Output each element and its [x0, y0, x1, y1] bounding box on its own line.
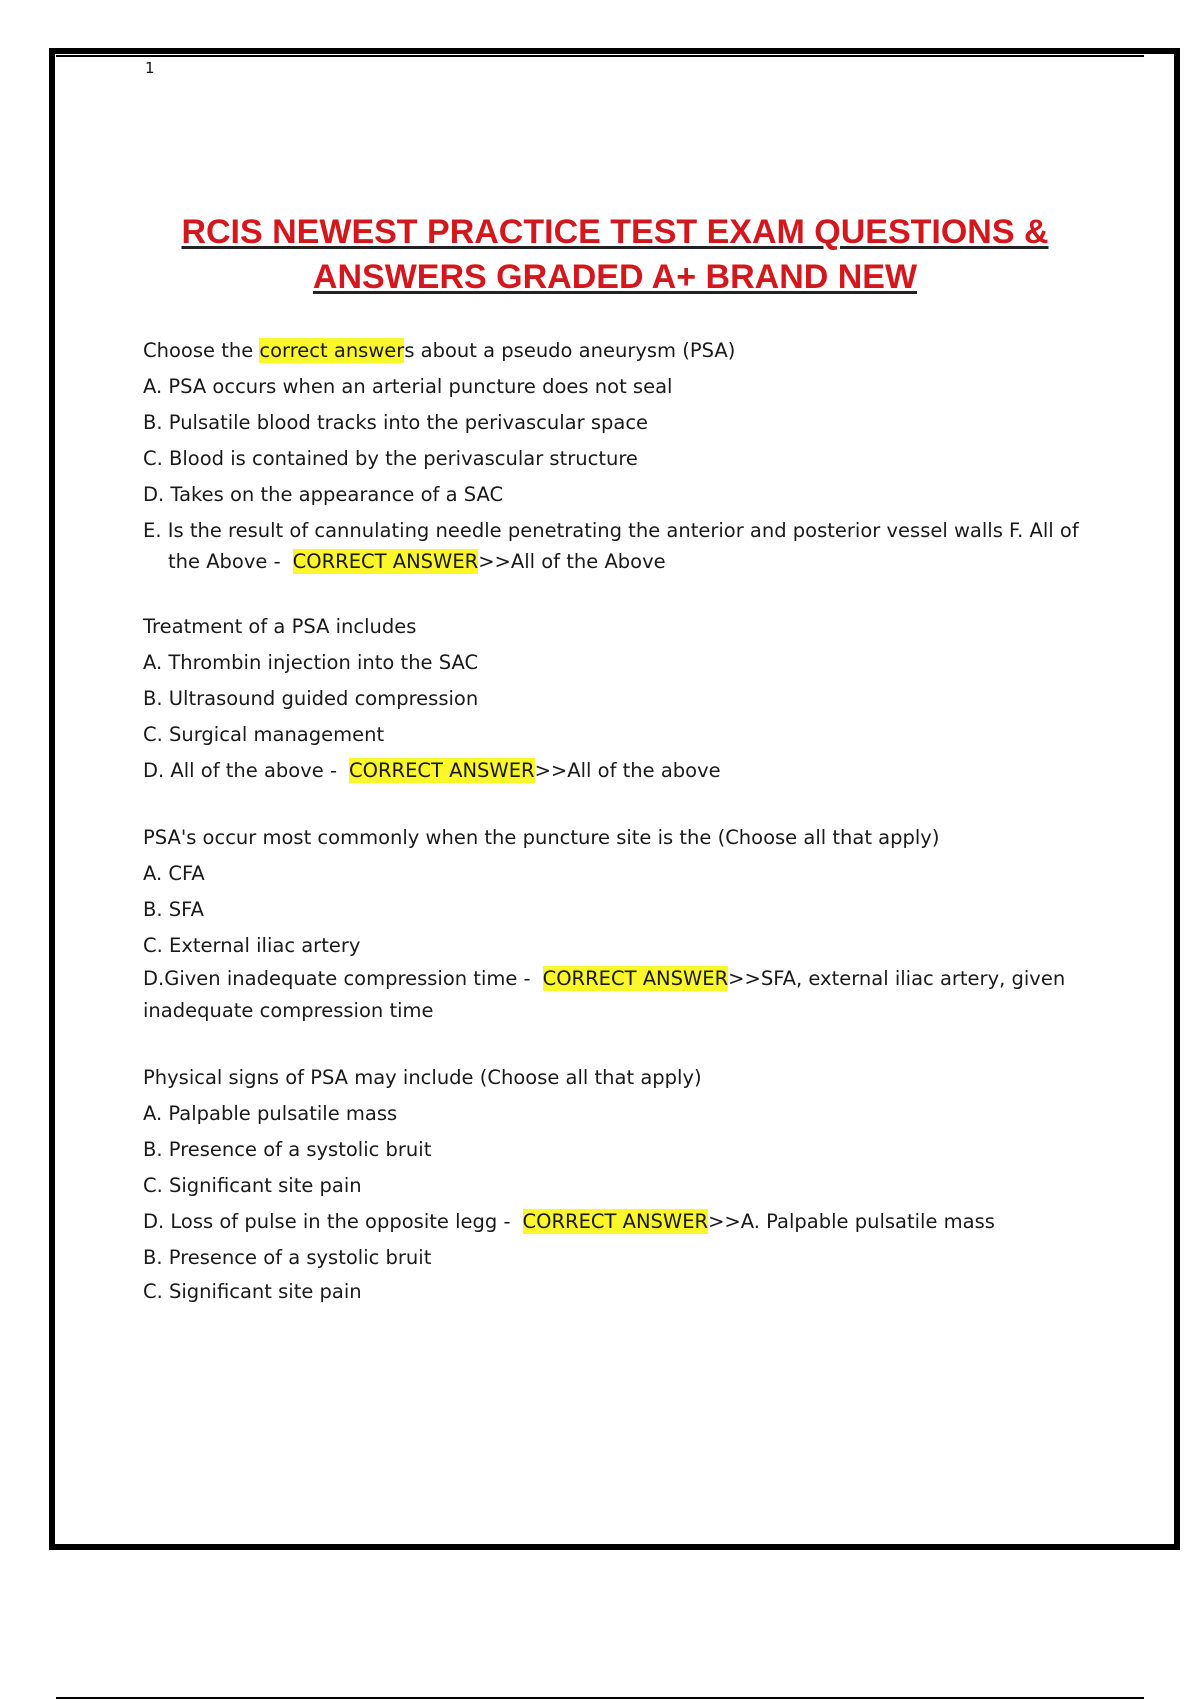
question-3-answer: D.Given inadequate compression time - CORRECT ANSWER>>SFA, external iliac artery, given	[143, 967, 1066, 990]
question-4-option-c: C. Significant site pain	[143, 1174, 362, 1197]
document-title	[100, 210, 1130, 300]
question-4-option-b: B. Presence of a systolic bruit	[143, 1138, 432, 1161]
title-line-2: ANSWERS GRADED A+ BRAND NEW	[312, 258, 918, 296]
question-2-answer: D. All of the above - CORRECT ANSWER>>All of the above	[143, 759, 721, 782]
question-1-option-b: B. Pulsatile blood tracks into the perivascular space	[143, 411, 649, 434]
question-4-option-a: A. Palpable pulsatile mass	[143, 1102, 398, 1125]
question-4-answer: D. Loss of pulse in the opposite legg - CORRECT ANSWER>>A. Palpable pulsatile mass	[143, 1210, 995, 1233]
question-1-option-e: E. Is the result of cannulating needle penetrating the anterior and posterior vessel walls F. All of	[143, 519, 1079, 542]
question-2-option-b: B. Ultrasound guided compression	[143, 687, 479, 710]
question-2-option-a: A. Thrombin injection into the SAC	[143, 651, 479, 674]
question-4-extra-c: C. Significant site pain	[143, 1280, 362, 1303]
question-3-answer-continued: inadequate compression time	[143, 999, 434, 1022]
title-line-1: RCIS NEWEST PRACTICE TEST EXAM QUESTIONS &	[181, 213, 1049, 251]
question-3-option-c: C. External iliac artery	[143, 934, 361, 957]
question-1-option-a: A. PSA occurs when an arterial puncture does not seal	[143, 375, 673, 398]
page-number: 1	[145, 59, 155, 77]
correct-answer-label: CORRECT ANSWER	[292, 550, 479, 573]
question-4-extra-b: B. Presence of a systolic bruit	[143, 1246, 432, 1269]
correct-answer-label: CORRECT ANSWER	[349, 759, 535, 782]
question-1-option-d: D. Takes on the appearance of a SAC	[143, 483, 504, 506]
highlighted-text: correct answer	[259, 339, 405, 362]
question-2-stem: Treatment of a PSA includes	[143, 615, 417, 638]
question-1-answer: the Above - CORRECT ANSWER>>All of the Above	[168, 550, 666, 573]
footer-rule	[56, 1697, 1144, 1699]
question-2-option-c: C. Surgical management	[143, 723, 385, 746]
question-1-stem: Choose the correct answers about a pseudo aneurysm (PSA)	[143, 339, 736, 362]
correct-answer-label: CORRECT ANSWER	[522, 1210, 709, 1233]
header-rule	[56, 55, 1144, 57]
question-1-option-c: C. Blood is contained by the perivascular structure	[143, 447, 638, 470]
question-4-stem: Physical signs of PSA may include (Choose all that apply)	[143, 1066, 702, 1089]
question-3-option-a: A. CFA	[143, 862, 205, 885]
question-3-option-b: B. SFA	[143, 898, 204, 921]
question-3-stem: PSA's occur most commonly when the puncture site is the (Choose all that apply)	[143, 826, 940, 849]
correct-answer-label: CORRECT ANSWER	[542, 967, 729, 990]
